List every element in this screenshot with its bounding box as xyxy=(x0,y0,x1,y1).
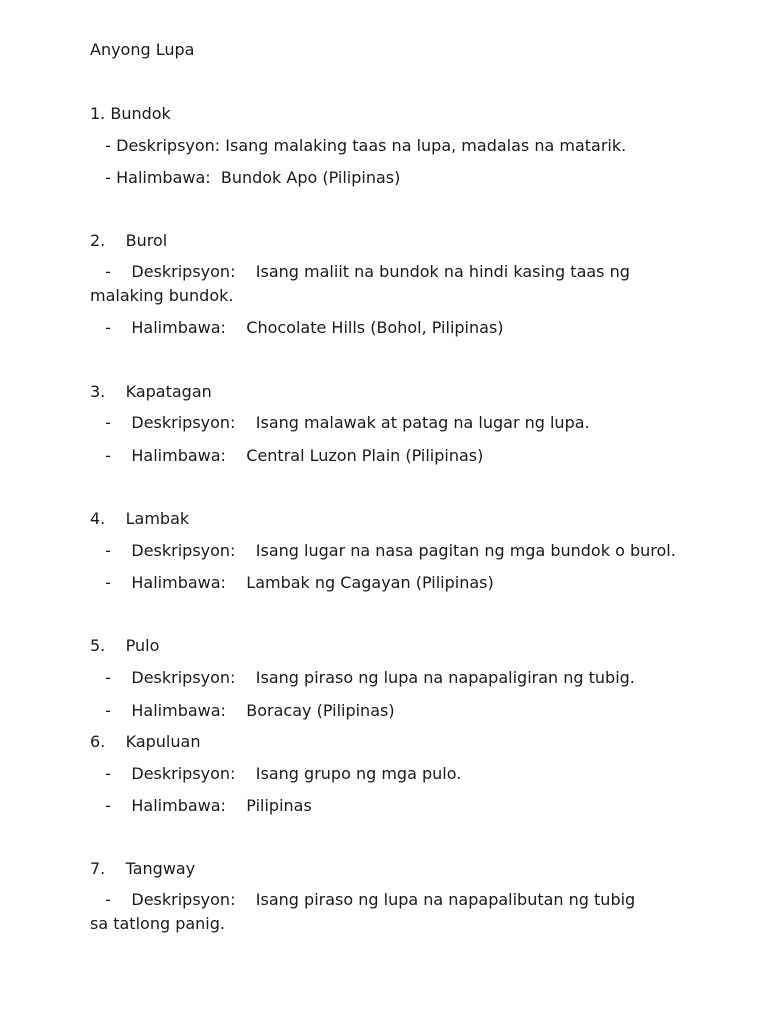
section-description-bundok: - Deskripsyon: Isang malaking taas na lupa, madalas na matarik. xyxy=(90,136,627,155)
section-heading-bundok: 1. Bundok xyxy=(90,104,171,123)
section-example-burol: - Halimbawa: Chocolate Hills (Bohol, Pilipinas) xyxy=(90,318,504,337)
section-description-burol: - Deskripsyon: Isang maliit na bundok na hindi kasing taas ng malaking bundok. xyxy=(90,262,635,305)
section-example-lambak: - Halimbawa: Lambak ng Cagayan (Pilipinas) xyxy=(90,573,494,592)
section-heading-lambak: 4. Lambak xyxy=(90,509,190,528)
section-heading-pulo: 5. Pulo xyxy=(90,636,160,655)
section-example-pulo: - Halimbawa: Boracay (Pilipinas) xyxy=(90,701,395,720)
section-heading-kapatagan: 3. Kapatagan xyxy=(90,382,212,401)
section-example-bundok: - Halimbawa: Bundok Apo (Pilipinas) xyxy=(90,168,401,187)
section-description-kapatagan: - Deskripsyon: Isang malawak at patag na lugar ng lupa. xyxy=(90,413,590,432)
section-heading-tangway: 7. Tangway xyxy=(90,859,196,878)
section-description-pulo: - Deskripsyon: Isang piraso ng lupa na napapaligiran ng tubig. xyxy=(90,668,635,687)
section-example-kapatagan: - Halimbawa: Central Luzon Plain (Pilipinas) xyxy=(90,446,484,465)
section-description-tangway: - Deskripsyon: Isang piraso ng lupa na napapalibutan ng tubig sa tatlong panig. xyxy=(90,890,641,933)
document-title: Anyong Lupa xyxy=(90,40,195,59)
section-example-kapuluan: - Halimbawa: Pilipinas xyxy=(90,796,312,815)
section-heading-burol: 2. Burol xyxy=(90,231,168,250)
section-description-lambak: - Deskripsyon: Isang lugar na nasa pagitan ng mga bundok o burol. xyxy=(90,541,676,560)
section-description-kapuluan: - Deskripsyon: Isang grupo ng mga pulo. xyxy=(90,764,462,783)
section-heading-kapuluan: 6. Kapuluan xyxy=(90,732,201,751)
